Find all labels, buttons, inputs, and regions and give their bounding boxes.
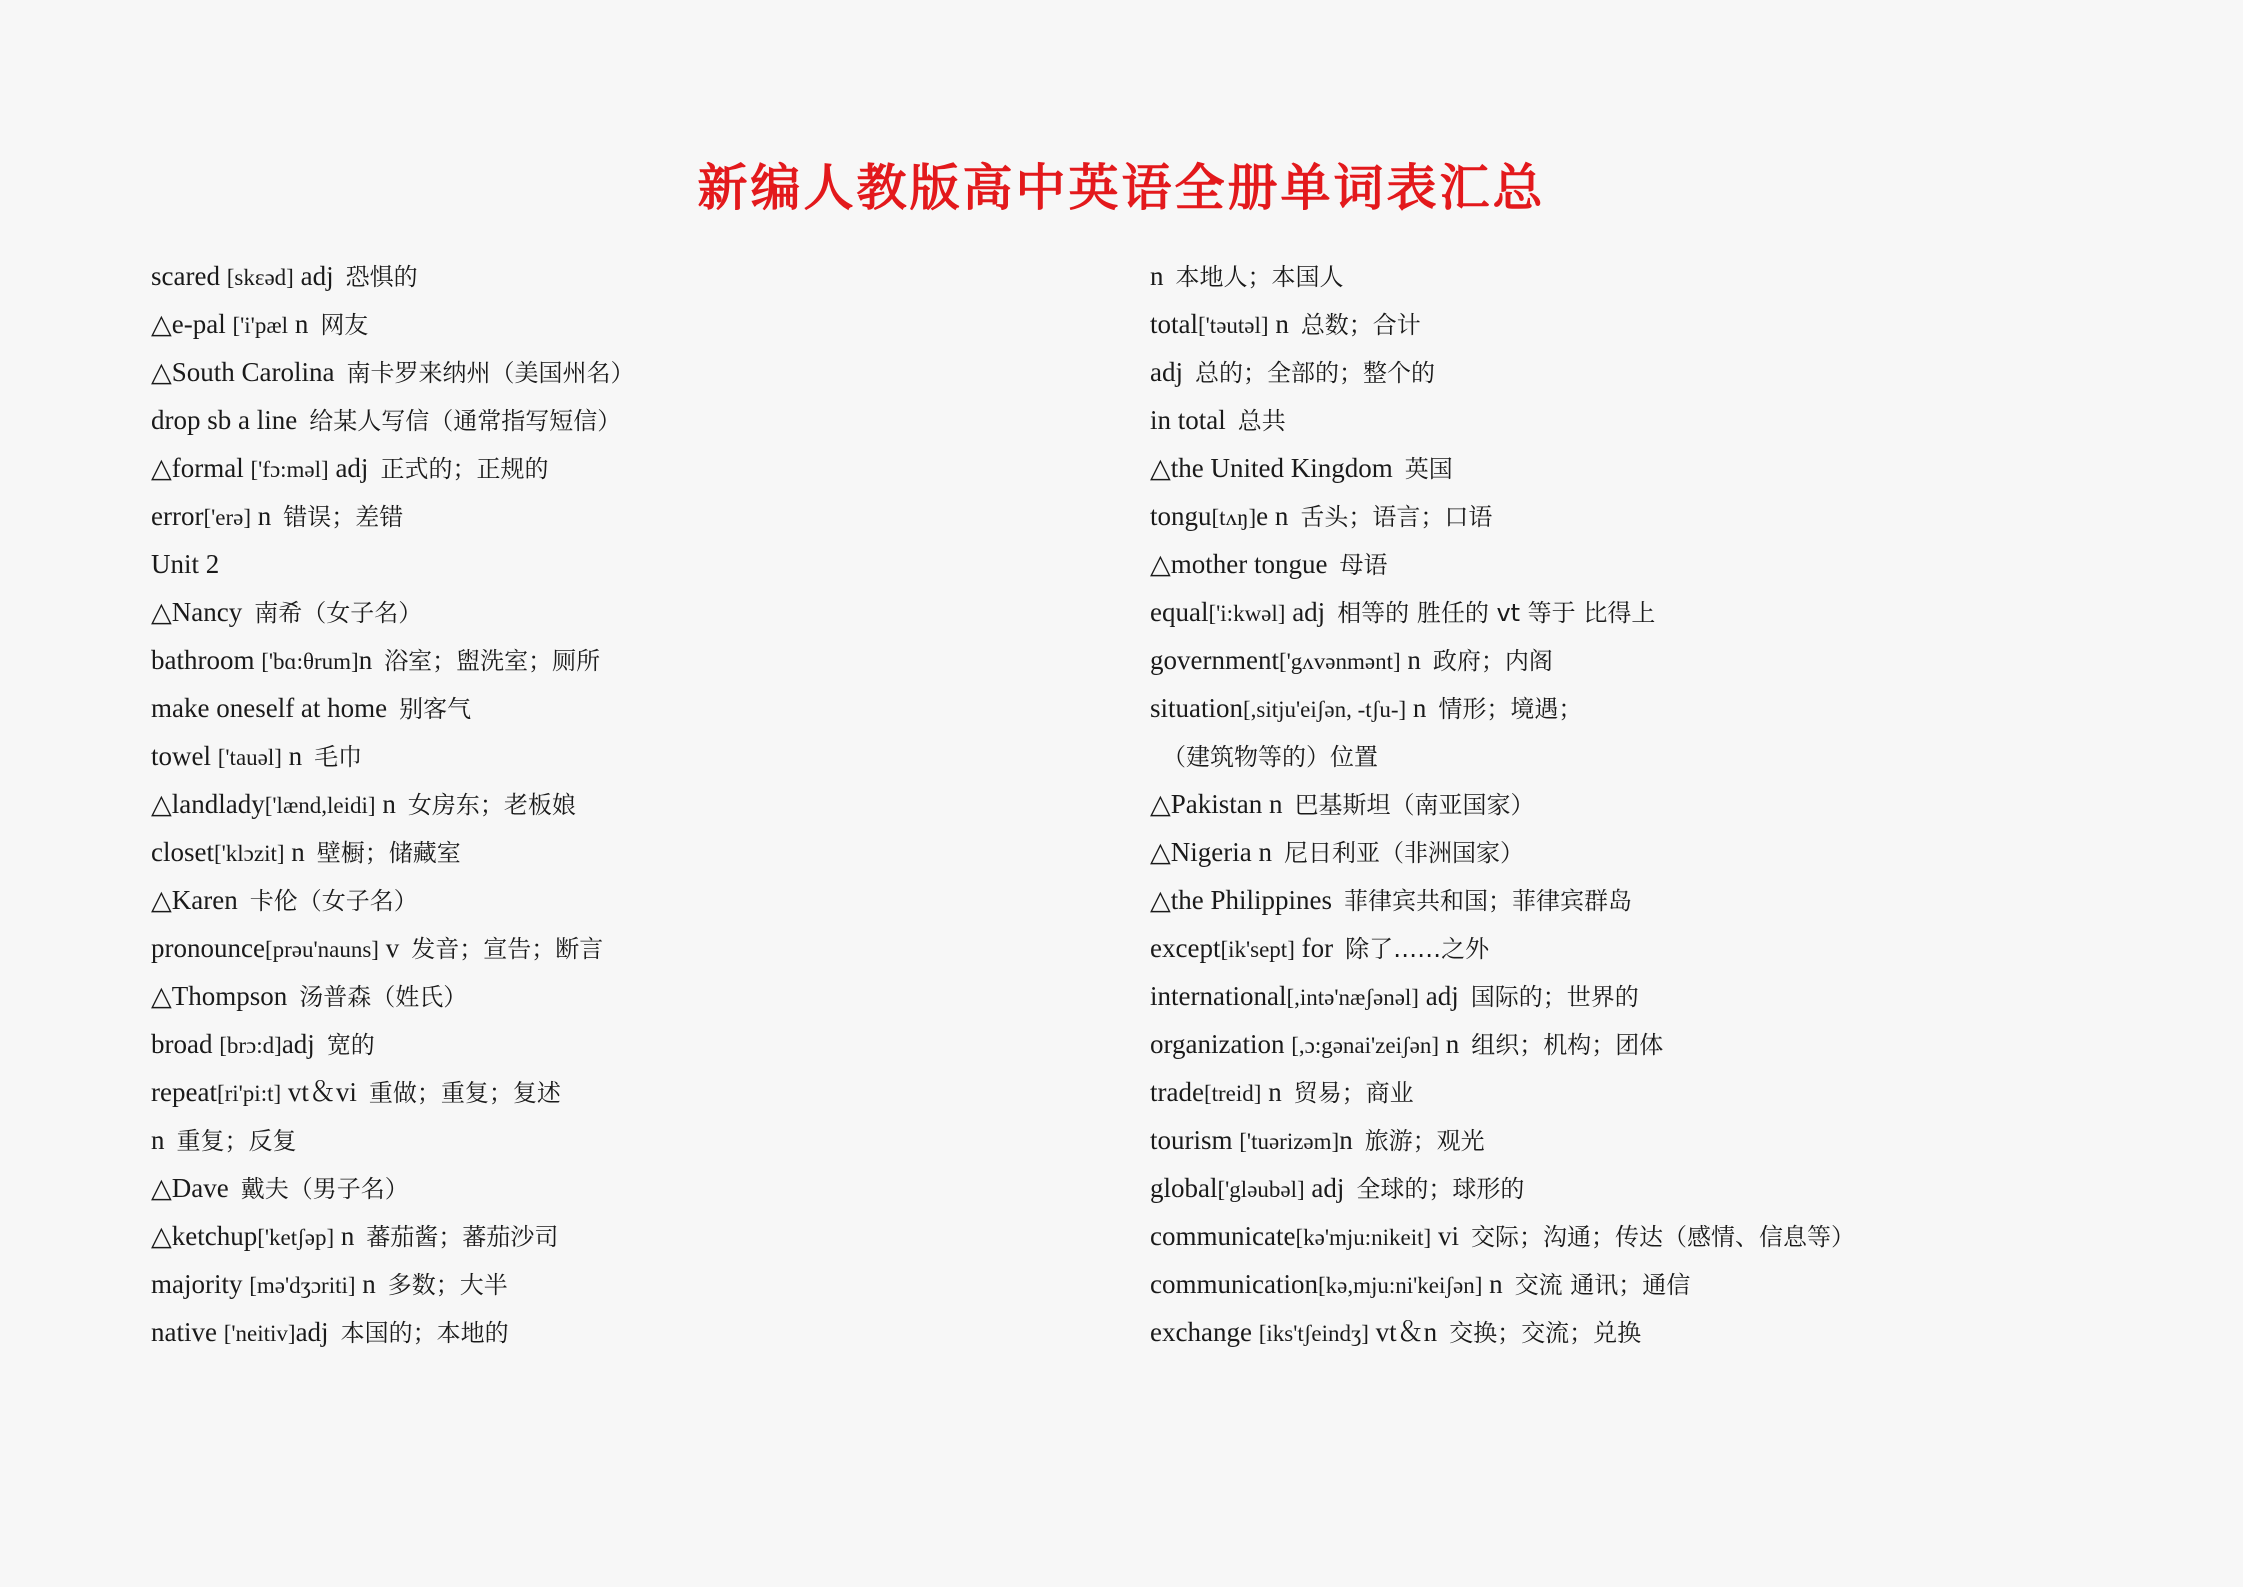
vocab-word: make oneself at home [151,693,388,723]
vocab-part-of-speech: n [1261,1077,1282,1107]
vocab-entry [151,1020,1131,1068]
vocab-meaning: 宽的 [326,1031,375,1059]
vocab-meaning: 毛巾 [314,743,363,771]
vocab-entry [151,588,1131,636]
vocab-word: △e-pal [151,309,233,339]
vocab-entry [151,444,1131,492]
vocab-entry [151,972,1131,1020]
vocab-word: total [1150,309,1198,339]
vocab-meaning: 组织；机构；团体 [1471,1031,1664,1059]
vocab-entry [151,876,1131,924]
vocab-part-of-speech: vt＆n [1368,1317,1438,1347]
vocab-part-of-speech: n [288,309,309,339]
vocab-meaning: 情形；境遇； [1438,695,1583,723]
vocab-meaning: 卡伦（女子名） [249,887,418,915]
vocab-meaning: 女房东；老板娘 [407,791,576,819]
vocab-entry [1150,636,2210,684]
vocab-meaning: 本地人；本国人 [1175,263,1344,291]
vocab-word: △Nancy [151,597,243,627]
vocab-phonetic: [skεəd] [226,265,294,290]
vocab-meaning: 南卡罗来纳州（美国州名） [346,359,635,387]
vocab-entry [151,1308,1131,1356]
vocab-meaning: 全球的；球形的 [1356,1175,1525,1203]
vocab-meaning: 母语 [1339,551,1388,579]
vocab-part-of-speech: n [334,1221,355,1251]
vocab-entry [1150,684,2210,732]
vocab-part-of-speech: n [284,837,305,867]
vocab-entry [1150,972,2210,1020]
vocab-entry [151,396,1131,444]
vocab-phonetic: [brɔ:d] [219,1033,282,1058]
vocab-word: except [1150,933,1221,963]
vocab-phonetic: ['lænd,leidi] [264,793,376,818]
vocab-phonetic: [ik'sept] [1220,937,1295,962]
right-word-column [1150,252,2210,1356]
vocab-entry [1150,1116,2210,1164]
vocab-phonetic: ['tuərizəm] [1239,1129,1340,1154]
vocab-word: in total [1150,405,1226,435]
vocab-word: △Pakistan n [1150,789,1283,819]
vocab-word: △mother tongue [1150,549,1328,579]
vocab-entry [151,684,1131,732]
vocab-meaning: 本国的；本地的 [340,1319,509,1347]
vocab-entry [1150,540,2210,588]
vocab-entry [1150,876,2210,924]
vocab-meaning: 错误；差错 [283,503,404,531]
vocab-meaning: 政府；内阁 [1432,647,1553,675]
vocab-word: n [151,1125,165,1155]
vocab-meaning: 旅游；观光 [1364,1127,1485,1155]
vocab-part-of-speech: n [1482,1269,1503,1299]
vocab-meaning: 贸易；商业 [1293,1079,1414,1107]
vocab-part-of-speech: n [1339,1125,1353,1155]
vocab-word: communication [1150,1269,1318,1299]
vocab-word: Unit 2 [151,549,220,579]
vocab-part-of-speech: n [358,645,373,675]
vocab-entry [151,348,1131,396]
vocab-entry [1150,828,2210,876]
vocab-part-of-speech: adj [295,1317,329,1347]
vocab-meaning: 英国 [1404,455,1453,483]
vocab-phonetic: [,sitju'eiʃən, -tʃu-] [1243,697,1407,722]
vocab-word: bathroom [151,645,262,675]
vocab-entry [1150,780,2210,828]
vocab-part-of-speech: n [355,1269,376,1299]
vocab-word: tongu [1150,501,1212,531]
vocab-meaning: 多数；大半 [387,1271,508,1299]
vocab-meaning: 蕃茄酱；蕃茄沙司 [366,1223,559,1251]
vocab-meaning: 总数；合计 [1300,311,1421,339]
vocab-word: situation [1150,693,1243,723]
vocab-phonetic: ['i:kwəl] [1208,601,1286,626]
vocab-word: government [1150,645,1279,675]
vocab-word: communicate [1150,1221,1296,1251]
vocab-meaning: 交换；交流；兑换 [1449,1319,1642,1347]
vocab-meaning: 正式的；正规的 [380,455,549,483]
vocab-word: error [151,501,204,531]
vocab-phonetic: [,ɔ:gənai'zeiʃən] [1291,1033,1440,1058]
vocab-meaning: 国际的；世界的 [1470,983,1639,1011]
vocab-meaning: 总共 [1237,407,1286,435]
vocab-meaning: 舌头；语言；口语 [1300,503,1493,531]
vocab-phonetic: [,intə'næʃənəl] [1286,985,1419,1010]
vocab-entry [1150,1212,2210,1260]
vocab-phonetic: ['tauəl] [217,745,282,770]
vocab-part-of-speech: adj [1285,597,1326,627]
vocab-entry [1150,1068,2210,1116]
vocab-part-of-speech: n [251,501,272,531]
vocab-phonetic: ['i'pæl [232,313,289,338]
vocab-entry [1150,348,2210,396]
vocab-part-of-speech: n [1268,309,1289,339]
vocab-meaning: 尼日利亚（非洲国家） [1283,839,1524,867]
vocab-entry [151,732,1131,780]
vocab-meaning: 恐惧的 [345,263,418,291]
vocab-phonetic: ['klɔzit] [213,841,285,866]
vocab-part-of-speech: n [1400,645,1421,675]
vocab-entry [1150,252,2210,300]
vocab-word: △formal [151,453,251,483]
vocab-entry [1150,732,2210,780]
vocab-meaning: 交际；沟通；传达（感情、信息等） [1470,1223,1855,1251]
vocab-word: equal [1150,597,1209,627]
vocab-meaning: 浴室；盥洗室；厕所 [384,647,601,675]
vocab-part-of-speech: n [281,741,303,771]
vocab-word: pronounce [151,933,265,963]
vocab-entry [151,828,1131,876]
vocab-part-of-speech: adj [328,453,369,483]
vocab-entry [1150,1020,2210,1068]
vocab-entry [1150,924,2210,972]
vocab-word: trade [1150,1077,1204,1107]
vocab-meaning: 总的；全部的；整个的 [1195,359,1435,387]
vocab-word: scared [151,261,227,291]
vocab-word: △Nigeria n [1150,837,1272,867]
vocab-meaning: 交流 通讯；通信 [1514,1271,1691,1299]
vocab-entry [1150,1260,2210,1308]
vocab-part-of-speech: n [375,789,396,819]
vocab-word: △the United Kingdom [1150,453,1393,483]
vocab-part-of-speech: adj [1304,1173,1345,1203]
vocab-word: drop sb a line [151,405,298,435]
vocab-meaning: 别客气 [399,695,472,723]
vocab-word: △ketchup [151,1221,258,1251]
vocab-phonetic: ['gʌvənmənt] [1278,649,1401,674]
vocab-entry [1150,444,2210,492]
vocab-word: tourism [1150,1125,1240,1155]
vocab-part-of-speech: v [378,933,400,963]
vocab-entry [151,1260,1131,1308]
vocab-word: exchange [1150,1317,1259,1347]
vocab-entry [151,252,1131,300]
vocab-part-of-speech: n [1439,1029,1460,1059]
vocab-part-of-speech: vi [1431,1221,1459,1251]
vocab-word: △landlady [151,789,265,819]
vocab-word: △Karen [151,885,238,915]
vocab-word: repeat [151,1077,217,1107]
vocab-entry [151,1164,1131,1212]
vocab-phonetic: ['ketʃəp] [257,1225,335,1250]
vocab-word: international [1150,981,1287,1011]
vocab-entry [1150,588,2210,636]
vocab-meaning: 重做；重复；复述 [368,1079,561,1107]
left-word-column [151,252,1131,1356]
vocab-entry [151,1068,1131,1116]
vocab-word: n [1150,261,1164,291]
vocab-phonetic: [kə,mju:ni'keiʃən] [1317,1273,1483,1298]
vocab-entry [1150,300,2210,348]
vocab-word: global [1150,1173,1218,1203]
vocab-meaning: 重复；反复 [176,1127,297,1155]
vocab-entry [151,1212,1131,1260]
vocab-part-of-speech: adj [1418,981,1459,1011]
vocab-part-of-speech: for [1294,933,1334,963]
vocab-meaning: 菲律宾共和国；菲律宾群岛 [1344,887,1633,915]
vocab-phonetic: [treid] [1203,1081,1262,1106]
vocab-part-of-speech: adj [293,261,334,291]
vocab-phonetic: ['bɑ:θrum] [261,649,359,674]
vocab-word: closet [151,837,214,867]
vocab-meaning: 巴基斯坦（南亚国家） [1294,791,1535,819]
vocab-meaning: 发音；宣告；断言 [411,935,604,963]
vocab-entry [1150,1164,2210,1212]
vocab-meaning: 汤普森（姓氏） [299,983,468,1011]
vocab-entry [151,540,1131,588]
vocab-meaning: 南希（女子名） [254,599,423,627]
vocab-entry [151,492,1131,540]
vocab-part-of-speech: vt＆vi [281,1077,357,1107]
vocab-word: majority [151,1269,250,1299]
vocab-word: broad [151,1029,220,1059]
vocab-entry [151,924,1131,972]
vocab-word: towel [151,741,218,771]
vocab-phonetic: [prəu'nauns] [264,937,379,962]
vocab-entry [151,780,1131,828]
vocab-meaning: 给某人写信（通常指写短信） [309,407,622,435]
vocab-phonetic: ['gləubəl] [1217,1177,1305,1202]
vocab-phonetic: ['erə] [203,505,252,530]
vocab-meaning: 相等的 胜任的 vt 等于 比得上 [1337,599,1656,627]
vocab-entry [1150,1308,2210,1356]
vocab-phonetic: [kə'mju:nikeit] [1295,1225,1432,1250]
vocab-phonetic: [ri'pi:t] [216,1081,282,1106]
vocab-meaning: 戴夫（男子名） [240,1175,409,1203]
vocab-phonetic: ['fɔ:məl] [250,457,329,482]
vocab-meaning: 网友 [320,311,369,339]
vocab-meaning: 除了……之外 [1345,935,1490,963]
vocab-entry [151,636,1131,684]
vocab-part-of-speech: adj [281,1029,315,1059]
vocab-word: △the Philippines [1150,885,1333,915]
vocab-phonetic: ['təutəl] [1198,313,1269,338]
vocab-entry [1150,396,2210,444]
vocab-word: △South Carolina [151,357,335,387]
vocab-meaning: 壁橱；储藏室 [316,839,461,867]
vocab-word: △Thompson [151,981,288,1011]
vocab-entry [151,1116,1131,1164]
vocab-word: native [151,1317,224,1347]
vocab-phonetic: [iks'tʃeindʒ] [1258,1321,1369,1346]
vocab-part-of-speech: n [1406,693,1427,723]
vocab-word: △Dave [151,1173,229,1203]
vocab-phonetic: [mə'dʒɔriti] [249,1273,356,1298]
vocab-phonetic: [tʌŋ] [1211,505,1257,530]
vocab-entry [1150,492,2210,540]
vocab-phonetic: ['neitiv] [223,1321,296,1346]
page-title: 新编人教版高中英语全册单词表汇总 [697,158,1546,217]
vocab-part-of-speech: e n [1256,501,1289,531]
vocab-meaning: （建筑物等的）位置 [1162,743,1378,771]
vocab-word: organization [1150,1029,1292,1059]
vocab-word: adj [1150,357,1183,387]
vocab-entry [151,300,1131,348]
